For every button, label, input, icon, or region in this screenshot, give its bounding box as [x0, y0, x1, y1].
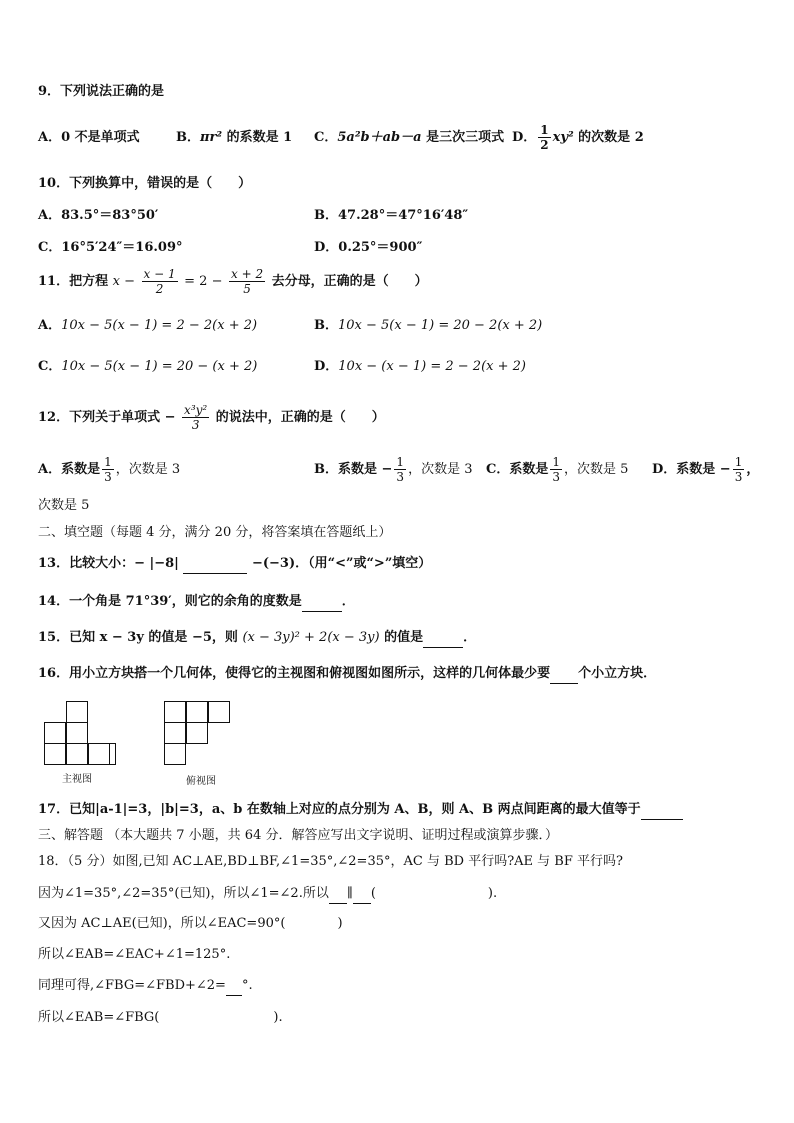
answer-blank[interactable]	[423, 633, 463, 648]
grid-cell	[66, 722, 88, 744]
q9-option-c: C．5a²b＋ab－a 是三次三项式	[314, 130, 505, 145]
q18-stem: 18．（5 分）如图,已知 AC⊥AE,BD⊥BF,∠1=35°,∠2=35°，AC 与 BD 平行吗?AE 与 BF 平行吗?	[38, 854, 623, 869]
fraction: $\frac{x + 2}{5}$	[231, 267, 264, 296]
grid-cell	[44, 743, 66, 765]
q9-stem: 9．下列说法正确的是	[38, 84, 165, 99]
grid-cell	[186, 722, 208, 744]
q16: 16．用小立方块搭一个几何体，使得它的主视图和俯视图如图所示，这样的几何体最少要 个小立方块．	[38, 664, 656, 684]
grid-cell	[66, 701, 88, 723]
front-view-caption: 主视图	[62, 774, 92, 785]
q12-option-c: C．系数是 $\frac{1}{3}$ ，次数是 5	[486, 455, 629, 484]
q12-option-a: A．系数是 $\frac{1}{3}$ ，次数是 3	[38, 455, 181, 484]
fraction: $\frac{\text{x³y²}}{3}$	[184, 403, 208, 432]
q18-line-2: 又因为 AC⊥AE(已知)，所以∠EAC=90°( )	[38, 916, 343, 931]
q17: 17．已知|a-1|=3，|b|=3，a、b 在数轴上对应的点分别为 A、B，则 A、B 两点间距离的最大值等于	[38, 800, 683, 820]
top-view-caption: 俯视图	[186, 776, 216, 787]
q12-option-d-continued: 次数是 5	[38, 498, 90, 513]
q13: 13．比较大小：− |−8| −(−3)．（用“<”或“>”填空）	[38, 554, 431, 574]
grid-cell	[164, 743, 186, 765]
q11-option-c: C．10x − 5(x − 1) = 20 − (x + 2)	[38, 359, 258, 374]
section-3-heading: 三、解答题 （本大题共 7 小题，共 64 分．解答应写出文字说明、证明过程或演算步骤．）	[38, 828, 558, 843]
fraction: $\frac{1}{3}$	[552, 455, 560, 484]
fraction: $\frac{1}{3}$	[104, 455, 112, 484]
fraction: $\frac{1}{3}$	[396, 455, 405, 484]
q11-stem: 11．把方程 x − $\frac{x - 1}{2}$ = 2 − $\frac{x + 2}{5}$ 去分母，正确的是（ ）	[38, 267, 428, 296]
answer-blank[interactable]	[641, 805, 683, 820]
q10-option-d: D．0.25°＝900″	[314, 240, 423, 255]
q11-option-d: D．10x − (x − 1) = 2 − 2(x + 2)	[314, 359, 526, 374]
q18-line-4: 同理可得,∠FBG=∠FBD+∠2= °.	[38, 976, 253, 996]
grid-cell	[164, 701, 186, 723]
q9-option-b: B．πr² 的系数是 1	[176, 130, 293, 145]
grid-cell	[208, 701, 230, 723]
q10-option-c: C．16°5′24″＝16.09°	[38, 240, 183, 255]
grid-cell	[88, 743, 110, 765]
q18-line-1: 因为∠1=35°,∠2=35°(已知)，所以∠1=∠2.所以 ∥ ( ).	[38, 884, 497, 904]
q11-option-a: A．10x − 5(x − 1) = 2 − 2(x + 2)	[38, 318, 258, 333]
fraction: $\frac{1}{3}$	[734, 455, 743, 484]
q9-option-a: A．0 不是单项式	[38, 130, 140, 145]
answer-blank[interactable]	[226, 981, 242, 996]
q15: 15．已知 x − 3y 的值是 −5，则 (x − 3y)² + 2(x − 3y) 的值是 ．	[38, 628, 476, 648]
section-2-heading: 二、填空题（每题 4 分，满分 20 分，将答案填在答题纸上）	[38, 525, 392, 540]
q12-option-d: D．系数是 − $\frac{1}{3}$ ，	[652, 455, 760, 484]
q10-option-a: A．83.5°＝83°50′	[38, 208, 159, 223]
grid-cell	[66, 743, 88, 765]
q12-stem: 12．下列关于单项式 − $\frac{\text{x³y²}}{3}$ 的说法中，正确的是（ ）	[38, 403, 385, 432]
q10-stem: 10．下列换算中，错误的是（ ）	[38, 176, 252, 191]
grid-cell	[110, 743, 116, 765]
q18-line-5: 所以∠EAB=∠FBG( ).	[38, 1010, 283, 1025]
q18-line-3: 所以∠EAB=∠EAC+∠1=125°.	[38, 947, 231, 962]
q9-option-d: D． $\frac{1}{2}$ xy² 的次数是 2	[512, 123, 644, 152]
answer-blank[interactable]	[183, 559, 247, 574]
answer-blank[interactable]	[353, 889, 371, 904]
answer-blank[interactable]	[302, 597, 342, 612]
grid-cell	[44, 722, 66, 744]
q10-option-b: B．47.28°＝47°16′48″	[314, 208, 469, 223]
answer-blank[interactable]	[329, 889, 347, 904]
grid-cell	[164, 722, 186, 744]
answer-blank[interactable]	[550, 669, 578, 684]
fraction: $\frac{x - 1}{2}$	[143, 267, 176, 296]
q12-option-b: B．系数是 − $\frac{1}{3}$ ，次数是 3	[314, 455, 473, 484]
top-view-figure	[164, 701, 244, 771]
q14: 14．一个角是 71°39′，则它的余角的度数是 ．	[38, 592, 355, 612]
q11-option-b: B．10x − 5(x − 1) = 20 − 2(x + 2)	[314, 318, 543, 333]
grid-cell	[186, 701, 208, 723]
fraction: $\frac{1}{2}$	[540, 123, 549, 152]
